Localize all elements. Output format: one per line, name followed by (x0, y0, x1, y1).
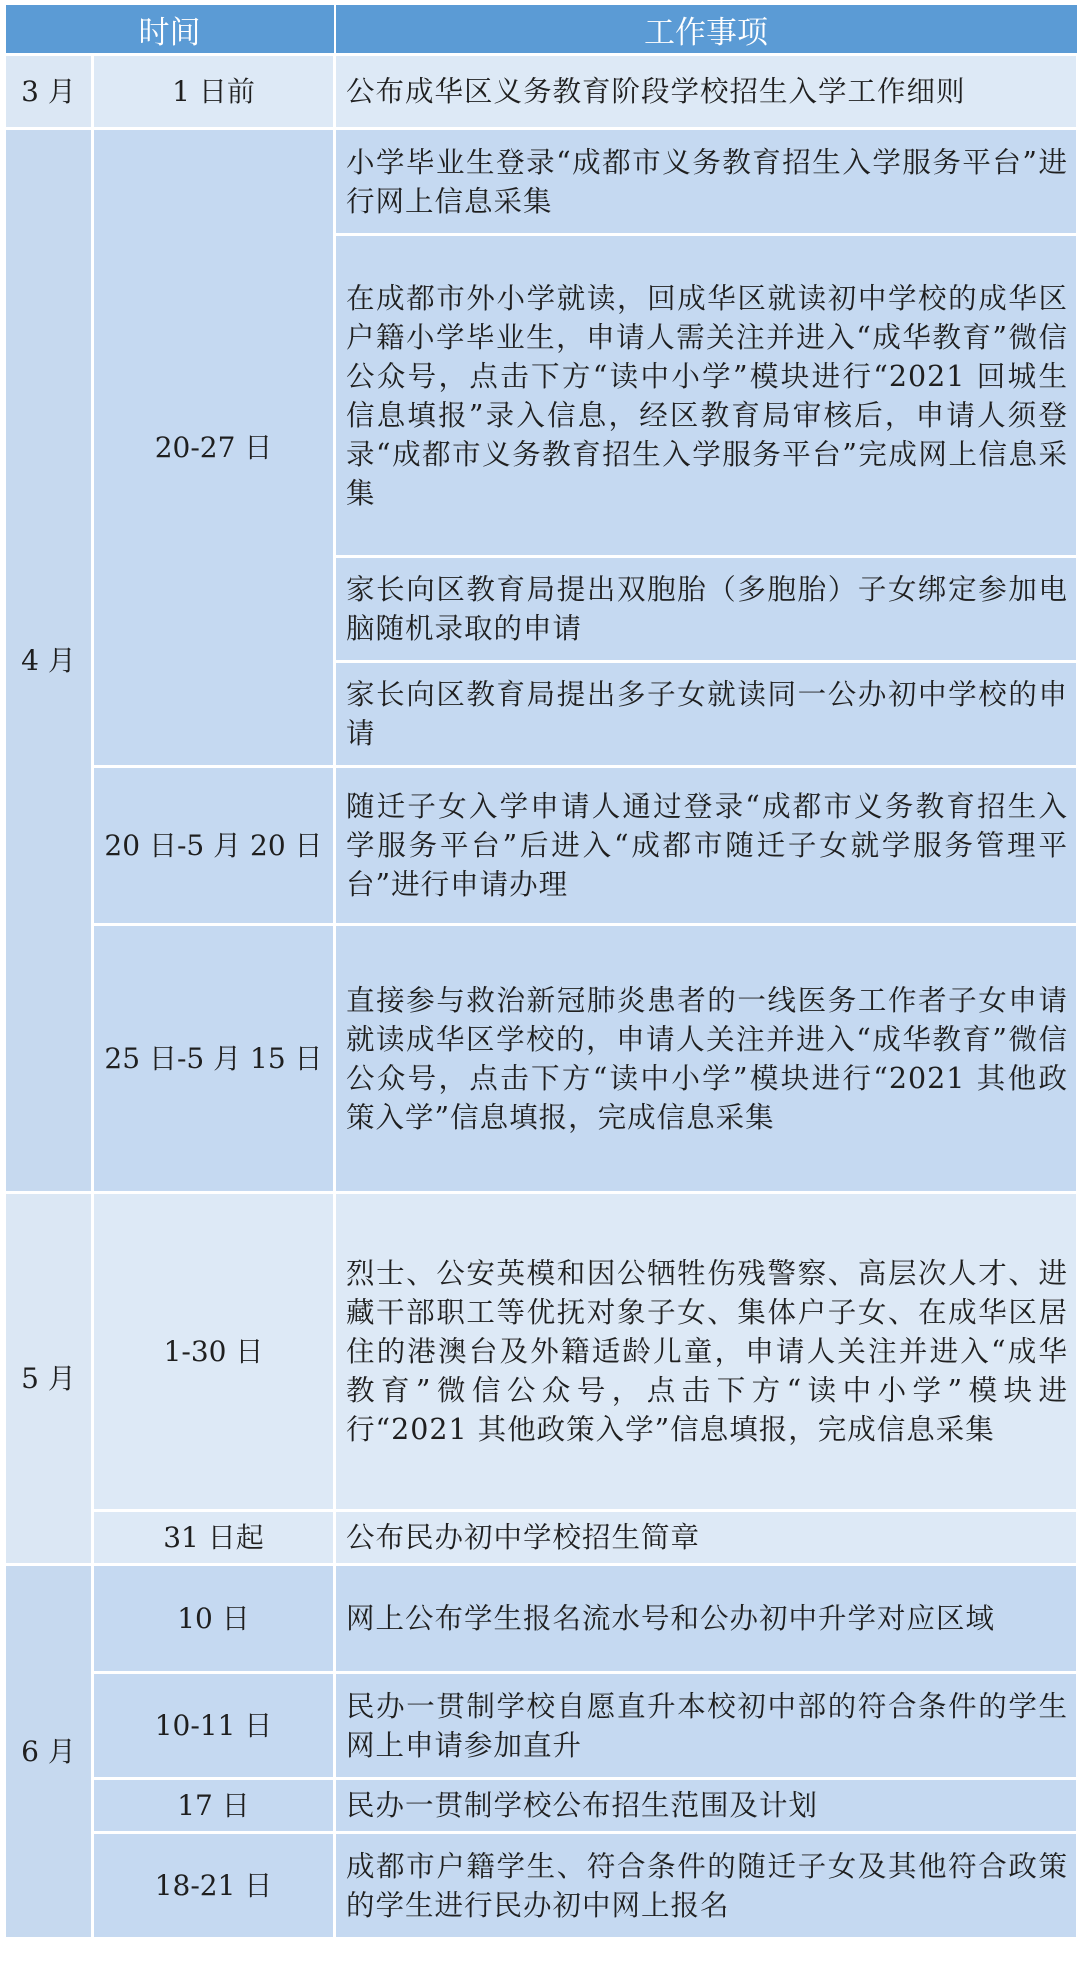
table-row (5, 925, 1078, 1193)
month-cell-april: 4 月 (5, 129, 93, 1193)
item-cell: 家长向区教育局提出双胞胎（多胞胎）子女绑定参加电脑随机录取的申请 (335, 557, 1078, 662)
date-cell: 18-21 日 (93, 1833, 335, 1939)
table-row (5, 1565, 1078, 1673)
header-work-items: 工作事项 (335, 4, 1078, 55)
table-row (5, 1833, 1078, 1939)
table-header (5, 4, 1078, 55)
date-cell: 10 日 (93, 1565, 335, 1673)
item-cell: 烈士、公安英模和因公牺牲伤残警察、高层次人才、进藏干部职工等优抚对象子女、集体户子女、在成华区居住的港澳台及外籍适龄儿童，申请人关注并进入“成华教育”微信公众号，点击下方“读中小学”模块进行“2021 其他政策入学”信息填报，完成信息采集 (335, 1193, 1078, 1511)
table-row (5, 1193, 1078, 1511)
date-cell: 25 日-5 月 15 日 (93, 925, 335, 1193)
date-cell: 31 日起 (93, 1511, 335, 1565)
item-cell: 民办一贯制学校公布招生范围及计划 (335, 1779, 1078, 1833)
date-cell: 10-11 日 (93, 1673, 335, 1779)
date-cell: 17 日 (93, 1779, 335, 1833)
header-time: 时间 (5, 4, 335, 55)
item-cell: 直接参与救治新冠肺炎患者的一线医务工作者子女申请就读成华区学校的，申请人关注并进入“成华教育”微信公众号，点击下方“读中小学”模块进行“2021 其他政策入学”信息填报，完成信息采集 (335, 925, 1078, 1193)
item-cell: 家长向区教育局提出多子女就读同一公办初中学校的申请 (335, 662, 1078, 767)
date-cell: 20-27 日 (93, 129, 335, 767)
table-row (5, 1779, 1078, 1833)
item-cell: 小学毕业生登录“成都市义务教育招生入学服务平台”进行网上信息采集 (335, 129, 1078, 235)
date-cell: 1 日前 (93, 55, 335, 129)
date-cell: 1-30 日 (93, 1193, 335, 1511)
table-row (5, 55, 1078, 129)
item-cell: 公布成华区义务教育阶段学校招生入学工作细则 (335, 55, 1078, 129)
item-cell: 网上公布学生报名流水号和公办初中升学对应区域 (335, 1565, 1078, 1673)
table-row (5, 129, 1078, 235)
month-cell-march: 3 月 (5, 55, 93, 129)
date-cell: 20 日-5 月 20 日 (93, 767, 335, 925)
schedule-table-wrapper (3, 3, 1076, 1940)
item-cell: 随迁子女入学申请人通过登录“成都市义务教育招生入学服务平台”后进入“成都市随迁子女就学服务管理平台”进行申请办理 (335, 767, 1078, 925)
item-cell: 民办一贯制学校自愿直升本校初中部的符合条件的学生网上申请参加直升 (335, 1673, 1078, 1779)
item-cell: 成都市户籍学生、符合条件的随迁子女及其他符合政策的学生进行民办初中网上报名 (335, 1833, 1078, 1939)
enrollment-schedule-table (3, 3, 1079, 1940)
table-row (5, 1511, 1078, 1565)
table-row (5, 767, 1078, 925)
item-cell: 在成都市外小学就读，回成华区就读初中学校的成华区户籍小学毕业生，申请人需关注并进入“成华教育”微信公众号，点击下方“读中小学”模块进行“2021 回城生信息填报”录入信息，经区教育局审核后，申请人须登录“成都市义务教育招生入学服务平台”完成网上信息采集 (335, 235, 1078, 557)
month-cell-may: 5 月 (5, 1193, 93, 1565)
month-cell-june: 6 月 (5, 1565, 93, 1939)
table-row (5, 1673, 1078, 1779)
item-cell: 公布民办初中学校招生简章 (335, 1511, 1078, 1565)
